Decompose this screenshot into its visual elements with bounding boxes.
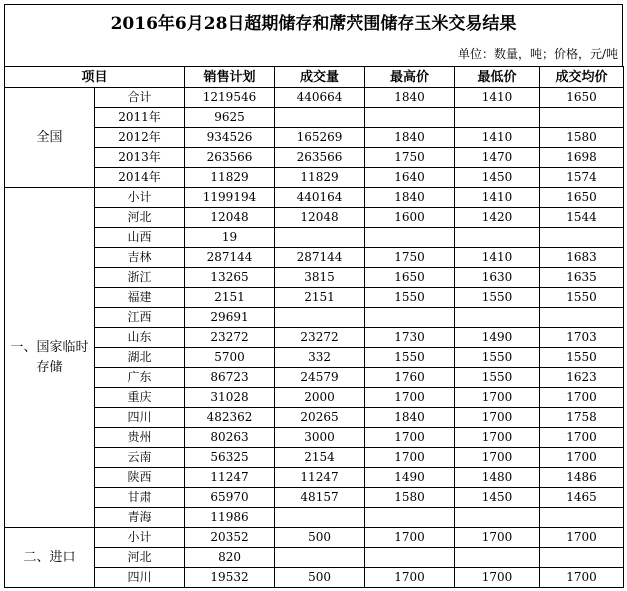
cell-avg-price: 1650 — [540, 188, 624, 208]
row-name: 陕西 — [95, 468, 185, 488]
cell-avg-price: 1700 — [540, 448, 624, 468]
row-name: 重庆 — [95, 388, 185, 408]
cell-avg-price — [540, 108, 624, 128]
header-avg-price: 成交均价 — [540, 67, 624, 88]
cell-plan: 482362 — [185, 408, 275, 428]
cell-avg-price: 1700 — [540, 388, 624, 408]
cell-min-price: 1410 — [455, 188, 540, 208]
row-name: 福建 — [95, 288, 185, 308]
table-row — [5, 268, 624, 288]
cell-avg-price: 1698 — [540, 148, 624, 168]
table-row — [5, 208, 624, 228]
header-max-price: 最高价 — [365, 67, 455, 88]
cell-max-price — [365, 108, 455, 128]
cell-min-price — [455, 548, 540, 568]
cell-min-price: 1550 — [455, 348, 540, 368]
cell-volume: 12048 — [275, 208, 365, 228]
cell-plan: 80263 — [185, 428, 275, 448]
row-name: 小计 — [95, 528, 185, 548]
table-row — [5, 368, 624, 388]
cell-avg-price: 1758 — [540, 408, 624, 428]
row-name: 合计 — [95, 88, 185, 108]
cell-volume — [275, 308, 365, 328]
row-name: 2013年 — [95, 148, 185, 168]
cell-volume: 440164 — [275, 188, 365, 208]
cell-min-price: 1470 — [455, 148, 540, 168]
cell-volume: 24579 — [275, 368, 365, 388]
table-row — [5, 168, 624, 188]
cell-plan: 263566 — [185, 148, 275, 168]
cell-plan: 19 — [185, 228, 275, 248]
cell-max-price: 1700 — [365, 388, 455, 408]
cell-min-price — [455, 108, 540, 128]
table-row — [5, 108, 624, 128]
cell-max-price: 1730 — [365, 328, 455, 348]
row-name: 2012年 — [95, 128, 185, 148]
cell-max-price: 1600 — [365, 208, 455, 228]
table-row — [5, 228, 624, 248]
cell-avg-price: 1635 — [540, 268, 624, 288]
cell-max-price: 1700 — [365, 428, 455, 448]
cell-max-price: 1840 — [365, 408, 455, 428]
cell-plan: 2151 — [185, 288, 275, 308]
cell-volume: 2154 — [275, 448, 365, 468]
row-name: 河北 — [95, 208, 185, 228]
cell-min-price: 1410 — [455, 248, 540, 268]
table-row — [5, 428, 624, 448]
cell-plan: 5700 — [185, 348, 275, 368]
cell-max-price: 1550 — [365, 348, 455, 368]
cell-avg-price: 1465 — [540, 488, 624, 508]
unit-note: 单位：数量，吨；价格，元/吨 — [4, 42, 623, 66]
page-title: 2016年6月28日超期储存和蓆茓围储存玉米交易结果 — [4, 4, 623, 42]
table-row — [5, 448, 624, 468]
cell-plan: 19532 — [185, 568, 275, 588]
cell-max-price: 1760 — [365, 368, 455, 388]
cell-max-price: 1640 — [365, 168, 455, 188]
cell-plan: 23272 — [185, 328, 275, 348]
row-name: 四川 — [95, 408, 185, 428]
cell-plan: 31028 — [185, 388, 275, 408]
cell-volume: 2151 — [275, 288, 365, 308]
cell-volume: 48157 — [275, 488, 365, 508]
row-name: 2011年 — [95, 108, 185, 128]
cell-max-price: 1840 — [365, 188, 455, 208]
cell-volume: 23272 — [275, 328, 365, 348]
cell-volume — [275, 508, 365, 528]
row-name: 山东 — [95, 328, 185, 348]
row-name: 江西 — [95, 308, 185, 328]
table-row — [5, 548, 624, 568]
cell-avg-price: 1650 — [540, 88, 624, 108]
cell-avg-price: 1580 — [540, 128, 624, 148]
cell-plan: 11829 — [185, 168, 275, 188]
cell-volume: 2000 — [275, 388, 365, 408]
row-name: 甘肃 — [95, 488, 185, 508]
cell-avg-price — [540, 228, 624, 248]
group-label: 一、国家临时存储 — [5, 188, 95, 528]
cell-avg-price: 1683 — [540, 248, 624, 268]
cell-volume: 11829 — [275, 168, 365, 188]
table-row — [5, 488, 624, 508]
table-row — [5, 468, 624, 488]
cell-plan: 934526 — [185, 128, 275, 148]
cell-volume: 287144 — [275, 248, 365, 268]
results-sheet — [4, 4, 623, 588]
cell-max-price: 1580 — [365, 488, 455, 508]
cell-min-price: 1700 — [455, 408, 540, 428]
cell-avg-price: 1574 — [540, 168, 624, 188]
cell-volume: 3815 — [275, 268, 365, 288]
cell-plan: 11247 — [185, 468, 275, 488]
cell-min-price: 1480 — [455, 468, 540, 488]
cell-plan: 86723 — [185, 368, 275, 388]
cell-max-price: 1700 — [365, 448, 455, 468]
cell-volume: 165269 — [275, 128, 365, 148]
header-item: 项目 — [5, 67, 185, 88]
cell-avg-price: 1703 — [540, 328, 624, 348]
row-name: 云南 — [95, 448, 185, 468]
table-row — [5, 328, 624, 348]
header-row — [5, 67, 624, 88]
cell-min-price: 1450 — [455, 488, 540, 508]
cell-min-price: 1420 — [455, 208, 540, 228]
cell-avg-price — [540, 308, 624, 328]
cell-max-price: 1750 — [365, 148, 455, 168]
row-name: 吉林 — [95, 248, 185, 268]
cell-avg-price: 1700 — [540, 568, 624, 588]
cell-min-price: 1700 — [455, 568, 540, 588]
row-name: 四川 — [95, 568, 185, 588]
cell-min-price: 1630 — [455, 268, 540, 288]
cell-min-price — [455, 308, 540, 328]
header-volume: 成交量 — [275, 67, 365, 88]
cell-avg-price: 1623 — [540, 368, 624, 388]
cell-plan: 56325 — [185, 448, 275, 468]
cell-volume: 11247 — [275, 468, 365, 488]
cell-min-price — [455, 508, 540, 528]
cell-min-price: 1700 — [455, 428, 540, 448]
cell-avg-price: 1700 — [540, 528, 624, 548]
cell-avg-price: 1700 — [540, 428, 624, 448]
cell-avg-price — [540, 508, 624, 528]
results-table — [4, 66, 624, 588]
cell-min-price — [455, 228, 540, 248]
table-row — [5, 188, 624, 208]
cell-min-price: 1550 — [455, 368, 540, 388]
cell-min-price: 1450 — [455, 168, 540, 188]
table-row — [5, 308, 624, 328]
cell-volume: 332 — [275, 348, 365, 368]
cell-max-price — [365, 228, 455, 248]
row-name: 湖北 — [95, 348, 185, 368]
cell-min-price: 1700 — [455, 448, 540, 468]
cell-min-price: 1410 — [455, 88, 540, 108]
cell-plan: 1219546 — [185, 88, 275, 108]
cell-volume: 20265 — [275, 408, 365, 428]
header-min-price: 最低价 — [455, 67, 540, 88]
header-plan: 销售计划 — [185, 67, 275, 88]
cell-plan: 11986 — [185, 508, 275, 528]
table-row — [5, 408, 624, 428]
table-row — [5, 568, 624, 588]
cell-min-price: 1410 — [455, 128, 540, 148]
cell-max-price: 1700 — [365, 568, 455, 588]
cell-min-price: 1700 — [455, 388, 540, 408]
cell-avg-price — [540, 548, 624, 568]
row-name: 山西 — [95, 228, 185, 248]
row-name: 青海 — [95, 508, 185, 528]
table-row — [5, 348, 624, 368]
table-row — [5, 508, 624, 528]
cell-max-price — [365, 508, 455, 528]
table-row — [5, 388, 624, 408]
table-row — [5, 288, 624, 308]
cell-plan: 287144 — [185, 248, 275, 268]
cell-plan: 12048 — [185, 208, 275, 228]
cell-avg-price: 1550 — [540, 288, 624, 308]
table-row — [5, 528, 624, 548]
cell-plan: 29691 — [185, 308, 275, 328]
results-body — [5, 88, 624, 588]
cell-max-price: 1700 — [365, 528, 455, 548]
cell-min-price: 1700 — [455, 528, 540, 548]
cell-plan: 820 — [185, 548, 275, 568]
cell-volume: 3000 — [275, 428, 365, 448]
cell-volume — [275, 228, 365, 248]
cell-max-price: 1840 — [365, 88, 455, 108]
cell-avg-price: 1486 — [540, 468, 624, 488]
table-row — [5, 88, 624, 108]
cell-max-price — [365, 308, 455, 328]
row-name: 浙江 — [95, 268, 185, 288]
cell-avg-price: 1550 — [540, 348, 624, 368]
cell-plan: 9625 — [185, 108, 275, 128]
cell-max-price: 1550 — [365, 288, 455, 308]
cell-volume: 440664 — [275, 88, 365, 108]
table-row — [5, 248, 624, 268]
table-row — [5, 128, 624, 148]
group-label: 全国 — [5, 88, 95, 188]
row-name: 河北 — [95, 548, 185, 568]
group-label: 二、进口 — [5, 528, 95, 588]
cell-volume: 500 — [275, 568, 365, 588]
cell-max-price — [365, 548, 455, 568]
cell-avg-price: 1544 — [540, 208, 624, 228]
cell-max-price: 1840 — [365, 128, 455, 148]
cell-plan: 1199194 — [185, 188, 275, 208]
cell-max-price: 1750 — [365, 248, 455, 268]
table-row — [5, 148, 624, 168]
cell-max-price: 1650 — [365, 268, 455, 288]
row-name: 2014年 — [95, 168, 185, 188]
cell-min-price: 1490 — [455, 328, 540, 348]
cell-plan: 65970 — [185, 488, 275, 508]
cell-max-price: 1490 — [365, 468, 455, 488]
row-name: 小计 — [95, 188, 185, 208]
cell-plan: 20352 — [185, 528, 275, 548]
row-name: 广东 — [95, 368, 185, 388]
row-name: 贵州 — [95, 428, 185, 448]
cell-volume: 263566 — [275, 148, 365, 168]
cell-volume — [275, 108, 365, 128]
cell-plan: 13265 — [185, 268, 275, 288]
cell-min-price: 1550 — [455, 288, 540, 308]
cell-volume: 500 — [275, 528, 365, 548]
cell-volume — [275, 548, 365, 568]
